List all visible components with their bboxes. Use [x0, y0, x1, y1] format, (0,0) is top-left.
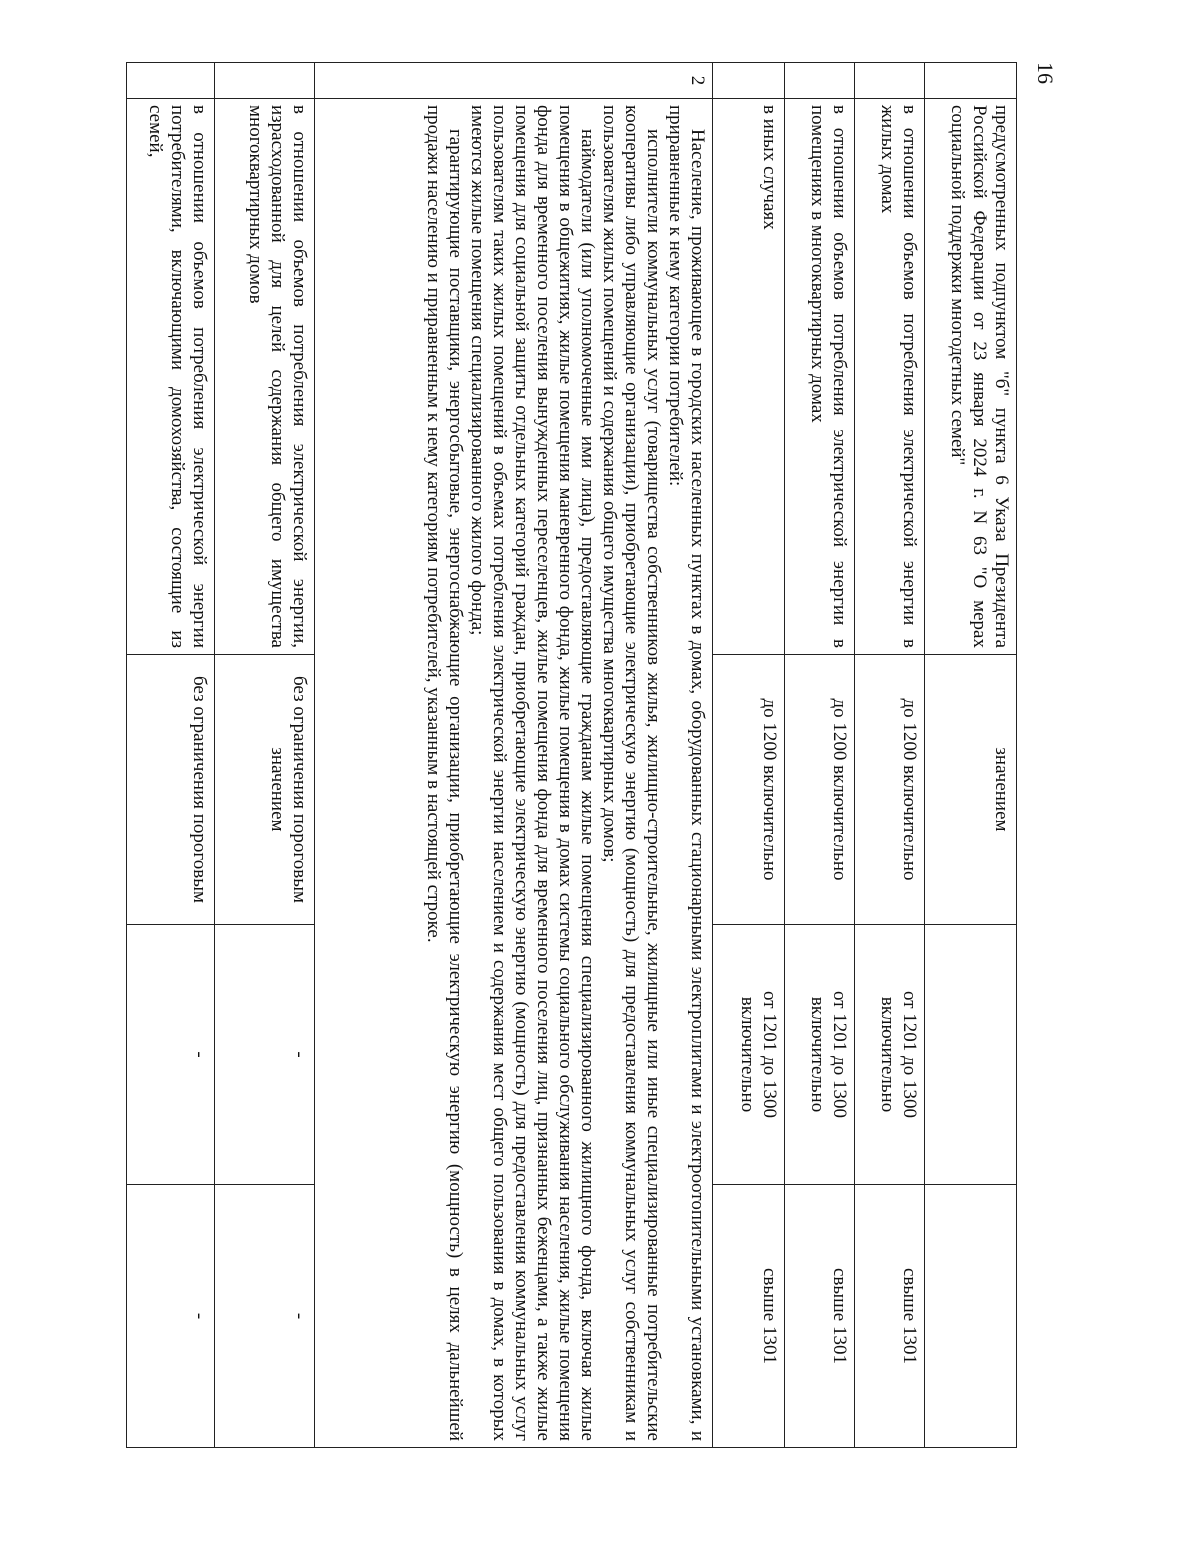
- table-row: [855, 63, 925, 1448]
- threshold-3-cell: -: [215, 1185, 315, 1448]
- table-row: [315, 63, 713, 1448]
- table-row: [127, 63, 215, 1448]
- row-number-cell: [855, 63, 925, 99]
- table-row: [215, 63, 315, 1448]
- threshold-3-cell: свыше 1301: [855, 1185, 925, 1448]
- table-row: [925, 63, 1017, 1448]
- threshold-1-cell: без ограничения пороговым: [127, 655, 215, 925]
- threshold-3-cell: свыше 1301: [713, 1185, 785, 1448]
- threshold-1-cell: до 1200 включительно: [713, 655, 785, 925]
- description-cell: в отношении объемов потребления электрической энергии, израсходованной для целей содержания общего имущества многоквартирных домов: [215, 99, 315, 655]
- threshold-3-cell: [925, 1185, 1017, 1448]
- description-cell: в иных случаях: [713, 99, 785, 655]
- threshold-2-cell: -: [215, 925, 315, 1185]
- threshold-1-cell: до 1200 включительно: [785, 655, 855, 925]
- tariff-table: [126, 62, 1017, 1448]
- description-cell: предусмотренных подпунктом "б" пункта 6 Указа Президента Российской Федерации от 23 января 2024 г. N 63 "О мерах социальной поддержки многодетных семей": [925, 99, 1017, 655]
- table-row: [785, 63, 855, 1448]
- category-description-cell: [315, 99, 713, 1448]
- threshold-2-cell: от 1201 до 1300 включительно: [785, 925, 855, 1185]
- category-paragraph: Население, проживающее в городских населенных пунктах в домах, оборудованных стационарными электроплитами и электроотопительными установками, и приравненные к нему категории потребителей:: [665, 105, 708, 1441]
- threshold-1-cell: без ограничения пороговым значением: [215, 655, 315, 925]
- table-row: [713, 63, 785, 1448]
- threshold-2-cell: [925, 925, 1017, 1185]
- description-cell: в отношении объемов потребления электрической энергии в помещениях в многоквартирных домах: [785, 99, 855, 655]
- row-number-cell: [713, 63, 785, 99]
- category-paragraph: исполнители коммунальных услуг (товарищества собственников жилья, жилищно-строительные, жилищные или иные специализированные потребительские кооперативы либо управляющие организации), приобретающие электрическую энергию (мощность) для предоставления коммунальных услуг собственникам и пользователям жилых помещений и содержания общего имущества многоквартирных домов;: [599, 105, 664, 1441]
- threshold-3-cell: -: [127, 1185, 215, 1448]
- threshold-2-cell: от 1201 до 1300 включительно: [713, 925, 785, 1185]
- row-number-cell: [785, 63, 855, 99]
- threshold-2-cell: -: [127, 925, 215, 1185]
- description-cell: в отношении объемов потребления электрической энергии в жилых домах: [855, 99, 925, 655]
- category-paragraph: наймодатели (или уполномоченные ими лица), предоставляющие гражданам жилые помещения специализированного жилищного фонда, включая жилые помещения в общежитиях, жилые помещения маневренного фонда, жилые помещения в домах системы социального обслуживания населения, жилые помещения фонда для временного поселения вынужденных переселенцев, жилые помещения фонда для временного поселения лиц, признанных беженцами, а также жилые помещения для социальной защиты отдельных категорий граждан, приобретающие электрическую энергию (мощность) для предоставления коммунальных услуг пользователям таких жилых помещений в объемах потребления электрической энергии населением и содержания мест общего пользования в домах, в которых имеются жилые помещения специализированного жилого фонда;: [467, 105, 598, 1441]
- threshold-2-cell: от 1201 до 1300 включительно: [855, 925, 925, 1185]
- row-number-cell: [215, 63, 315, 99]
- row-number-cell: 2: [315, 63, 713, 99]
- threshold-3-cell: свыше 1301: [785, 1185, 855, 1448]
- row-number-cell: [127, 63, 215, 99]
- category-paragraph: гарантирующие поставщики, энергосбытовые, энергоснабжающие организации, приобретающие электрическую энергию (мощность) в целях дальнейшей продажи населению и приравненным к нему категориям потребителей, указанным в настоящей строке.: [423, 105, 466, 1441]
- description-cell: в отношении объемов потребления электрической энергии потребителями, включающими домохозяйства, состоящие из семей,: [127, 99, 215, 655]
- page-number: 16: [1033, 62, 1058, 84]
- row-number-cell: [925, 63, 1017, 99]
- rotated-table-wrapper: [127, 62, 1017, 1447]
- threshold-1-cell: значением: [925, 655, 1017, 925]
- threshold-1-cell: до 1200 включительно: [855, 655, 925, 925]
